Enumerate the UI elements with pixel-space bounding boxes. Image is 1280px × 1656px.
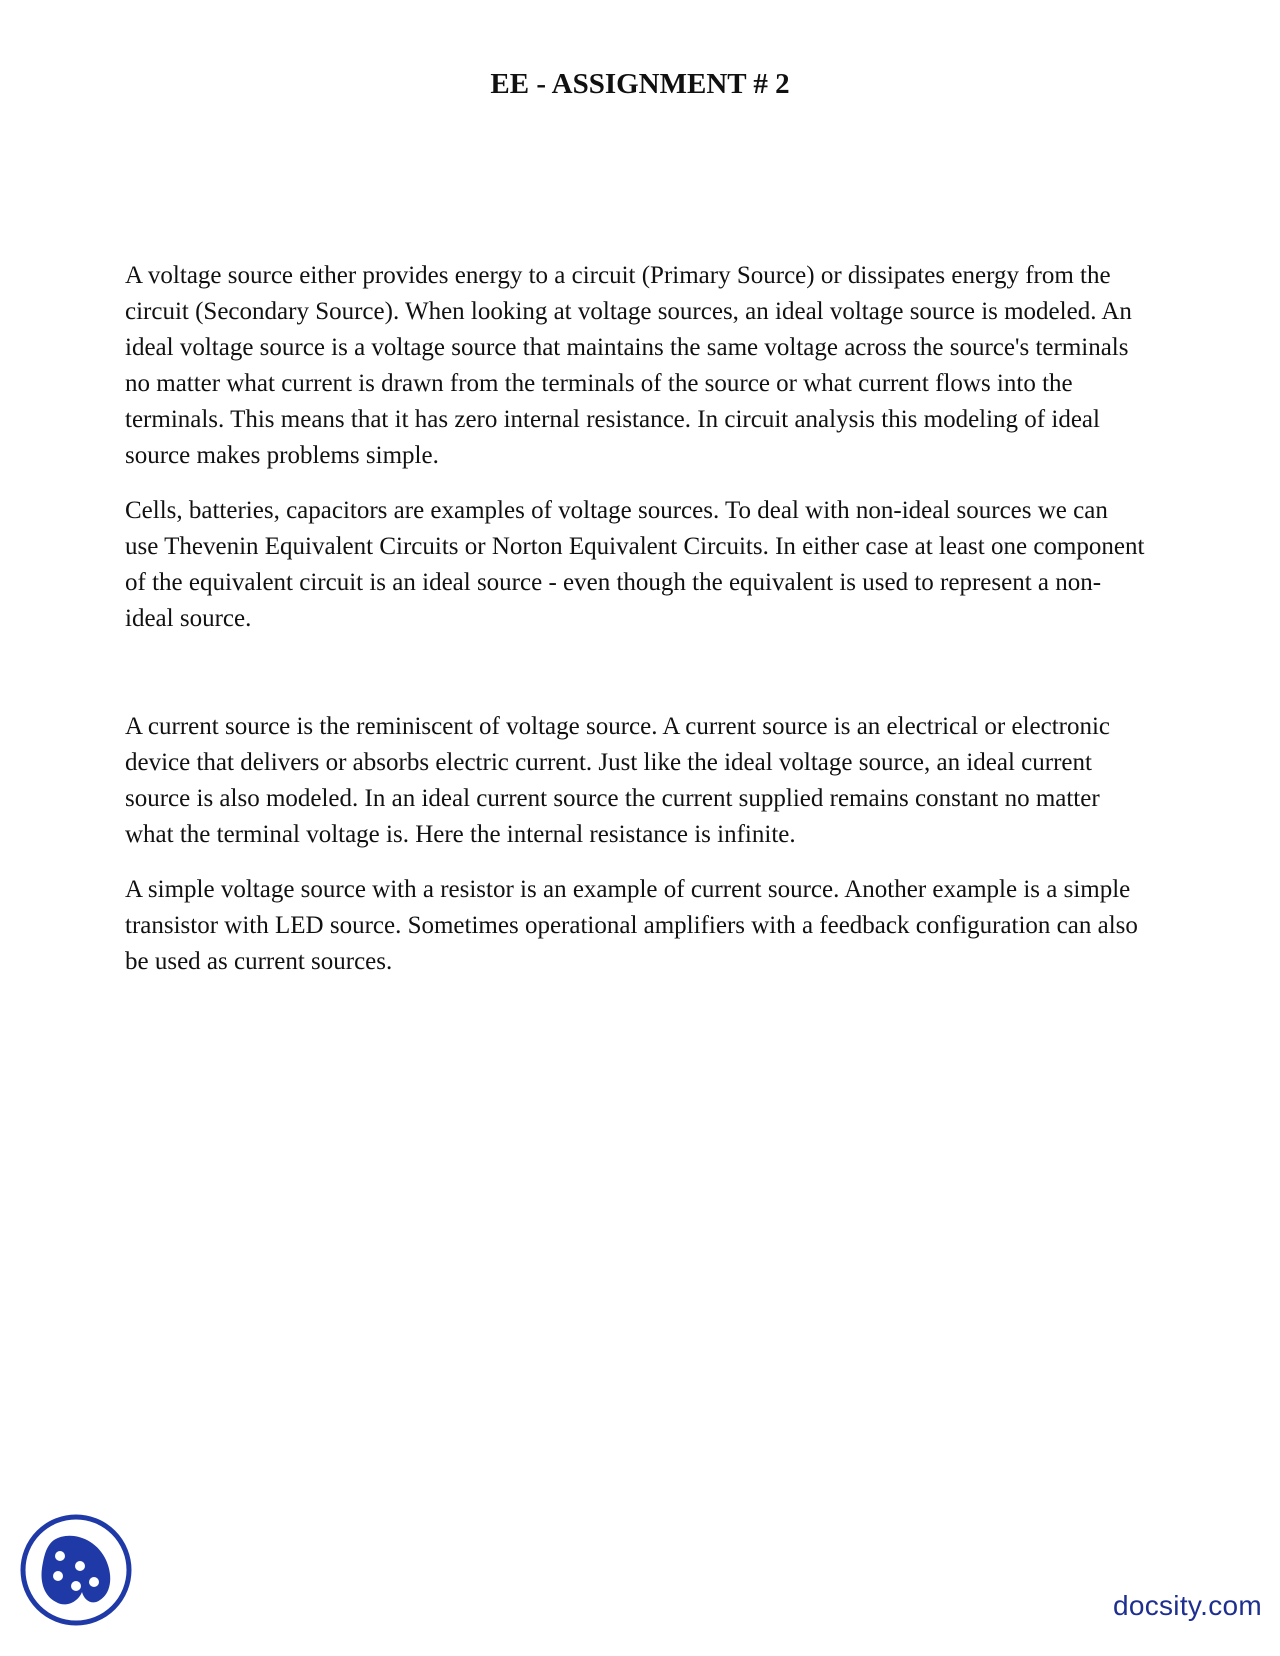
- paragraph-spacer: [125, 853, 1145, 872]
- section-spacer: [125, 637, 1145, 709]
- paragraph-current-examples: A simple voltage source with a resistor is an example of current source. Another example is a simple transistor with LED source. Sometimes operational amplifiers with a feedback configuration can also be used as current sources.: [125, 876, 1138, 975]
- docsity-link[interactable]: docsity.com: [1112, 1590, 1262, 1621]
- paragraph-current-source: A current source is the reminiscent of voltage source. A current source is an electrical or electronic device that delivers or absorbs electric current. Just like the ideal voltage source, an ideal current source is also modeled. In an ideal current source the current supplied remains constant no matter what the terminal voltage is. Here the internal resistance is infinite.: [125, 713, 1111, 848]
- paragraph-voltage-source: A voltage source either provides energy to a circuit (Primary Source) or dissipates energy from the circuit (Secondary Source). When looking at voltage sources, an ideal voltage source is modeled. An ideal voltage source is a voltage source that maintains the same voltage across the source's terminals no matter what current is drawn from the terminals of the source or what current flows into the terminals. This means that it has zero internal resistance. In circuit analysis this modeling of ideal source makes problems simple.: [125, 262, 1132, 469]
- paragraph-spacer: [125, 474, 1145, 493]
- docsity-logo-icon: [18, 1512, 134, 1628]
- page-title: EE - ASSIGNMENT # 2: [490, 68, 790, 100]
- document-body: [125, 258, 1145, 980]
- paragraph-voltage-examples: Cells, batteries, capacitors are examples of voltage sources. To deal with non-ideal sources we can use Thevenin Equivalent Circuits or Norton Equivalent Circuits. In either case at least one component of the equivalent circuit is an ideal source - even though the equivalent is used to represent a non-ideal source.: [125, 497, 1145, 632]
